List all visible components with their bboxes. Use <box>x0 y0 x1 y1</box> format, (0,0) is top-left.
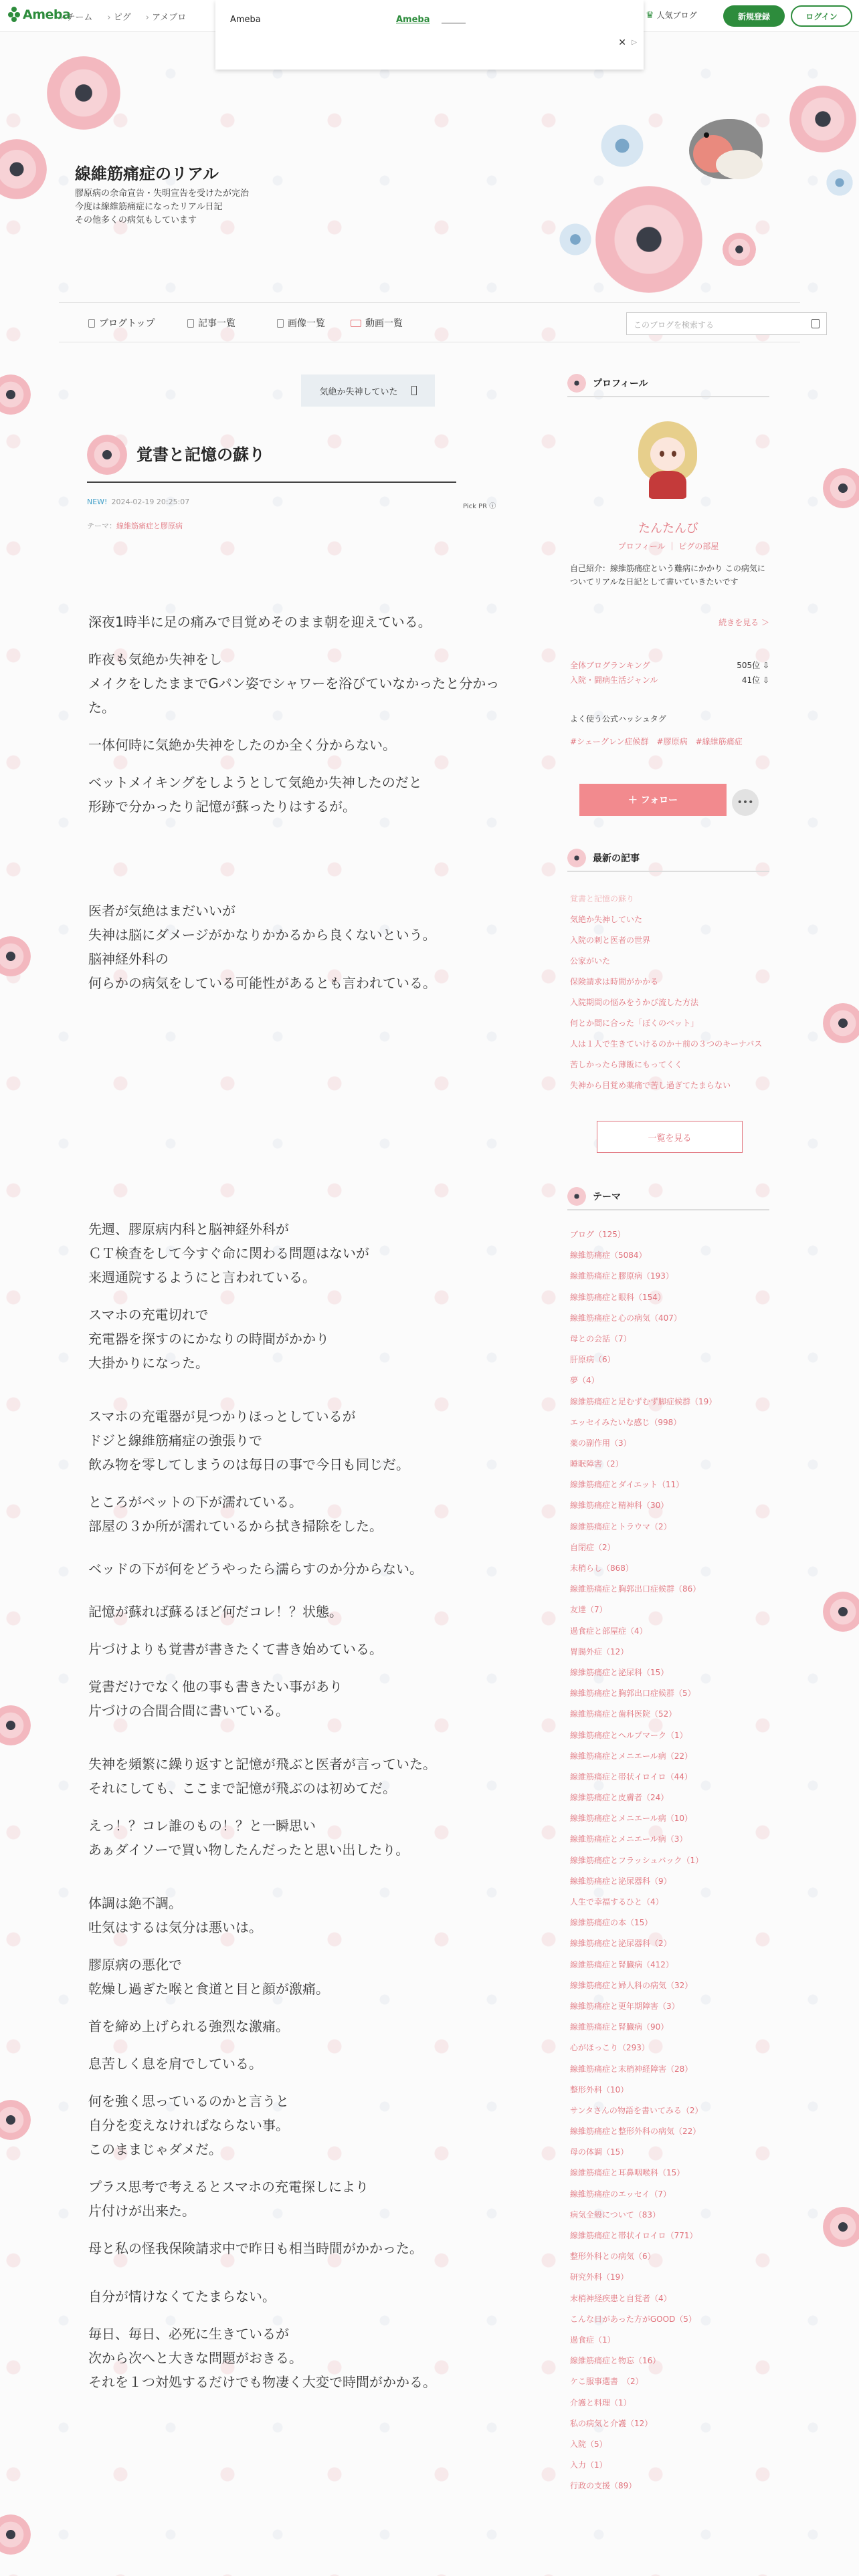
theme-link[interactable]: 胃腸外症（12） <box>570 1646 629 1656</box>
ranking-genre[interactable] <box>570 674 769 685</box>
avatar[interactable] <box>634 421 701 502</box>
ranking-overall[interactable] <box>570 659 769 671</box>
theme-link[interactable]: 線維筋痛症とフラッシュバック（1） <box>570 1855 704 1865</box>
theme-link[interactable]: 線維筋痛症と腎臓病（90） <box>570 2022 669 2032</box>
title-divider <box>87 481 456 483</box>
ranking-value: 41位 ⇩ <box>741 675 769 685</box>
theme-link[interactable]: ブログ（125） <box>570 1230 626 1239</box>
hashtag-link[interactable]: #線維筋痛症 <box>695 737 743 746</box>
paragraph: 深夜1時半に足の痛みで目覚めそのまま朝を迎えている。 <box>88 614 432 630</box>
theme-link[interactable]: 線維筋痛症と皮膚者（24） <box>570 1793 669 1803</box>
flower-icon <box>567 849 586 867</box>
global-nav <box>60 10 186 23</box>
recent-heading <box>567 845 769 872</box>
flower-icon <box>567 1187 586 1206</box>
theme-link[interactable]: 介護と料理（1） <box>570 2397 632 2407</box>
theme-link[interactable]: 線維筋痛症と歯科医院（52） <box>570 1709 677 1719</box>
theme-link[interactable]: 線維筋痛症と泌尿器科（9） <box>570 1876 672 1886</box>
theme-link[interactable]: 整形外科（10） <box>570 2084 629 2095</box>
nav-blog-top[interactable] <box>88 316 155 330</box>
article-body-part-2 <box>88 899 516 1008</box>
nav-article-list[interactable] <box>187 316 235 330</box>
paragraph: ベッドの下が何をどうやったら濡らすのか分からない。 <box>88 1561 423 1577</box>
theme-link[interactable]: 夢（4） <box>570 1376 599 1386</box>
previous-article-label: 気絶か失神していた <box>319 387 398 397</box>
crown-icon: ♛ <box>646 9 654 21</box>
theme-link[interactable]: 病気全般について（83） <box>570 2210 661 2220</box>
paragraph: ベットメイキングをしようとして気絶か失神したのだと 形跡で分かったり記憶が蘇ったりはするが。 <box>88 774 422 815</box>
hashtag-link[interactable]: #シェーグレン症候群 <box>570 737 649 746</box>
popular-blog-link[interactable] <box>646 9 697 21</box>
theme-link[interactable]: 線維筋痛症の本（15） <box>570 1918 653 1928</box>
flower-decoration <box>723 233 756 266</box>
blog-header <box>0 32 859 297</box>
theme-link[interactable]: 線維筋痛症（5084） <box>570 1251 647 1261</box>
theme-link[interactable]: 整形外科との病気（6） <box>570 2252 656 2262</box>
robin-illustration <box>676 106 776 186</box>
theme-link[interactable]: 線維筋痛症とメニエール病（22） <box>570 1751 693 1761</box>
nav-label: 画像一覧 <box>288 318 325 329</box>
previous-article-button[interactable] <box>301 374 435 407</box>
theme-link[interactable]: サンタさんの物語を書いてみる（2） <box>570 2105 703 2115</box>
theme-link[interactable]: 線維筋痛症と精神科（30） <box>570 1501 669 1511</box>
more-options-button[interactable]: ••• <box>732 789 759 816</box>
theme-link[interactable]: 線維筋痛症と整形外科の病気（22） <box>570 2127 701 2137</box>
theme-link[interactable]: 線維筋痛症と心の病気（407） <box>570 1313 682 1323</box>
theme-link[interactable]: 線維筋痛症と婦人科の病気（32） <box>570 1980 693 1990</box>
video-icon <box>351 320 361 327</box>
paragraph: 自分が情けなくてたまらない。 <box>88 2288 276 2304</box>
ameba-logo-icon <box>8 7 20 23</box>
recent-article-link[interactable]: 気絶か失神していた <box>570 915 643 924</box>
paragraph: えっ！？コレ誰のもの！？と一瞬思い あぁダイソーで買い物したんだったと思い出したり。 <box>88 1818 409 1858</box>
theme-link[interactable]: 線維筋痛症とトラウマ（2） <box>570 1521 672 1531</box>
theme-link[interactable]: 末梢らし（868） <box>570 1564 634 1573</box>
theme-link[interactable]: 線維筋痛症と胸郭出口症候群（5） <box>570 1689 696 1699</box>
ad-overlay <box>215 0 644 70</box>
paragraph: 首を締め上げられる強烈な激痛。 <box>88 2018 289 2034</box>
pick-pr-button[interactable] <box>463 500 496 510</box>
view-all-button[interactable]: 一覧を見る <box>597 1121 743 1153</box>
theme-link[interactable]: 行政の支援（89） <box>570 2481 637 2491</box>
theme-heading <box>567 1184 769 1210</box>
follow-button[interactable]: ＋ フォロー <box>579 784 727 816</box>
ranking-value: 505位 ⇩ <box>737 661 769 670</box>
ranking-label: 全体ブログランキング <box>570 661 650 670</box>
paragraph: 片づけよりも覚書が書きたくて書き始めている。 <box>88 1641 383 1657</box>
theme-link[interactable]: 過食症と部屋症（4） <box>570 1626 648 1636</box>
new-badge: NEW! <box>87 498 108 506</box>
ad-brand: Ameba <box>230 15 261 25</box>
flower-decoration <box>595 186 702 293</box>
theme-link[interactable]: 自閉症（2） <box>570 1542 615 1552</box>
flower-decoration <box>0 139 47 199</box>
article-date <box>87 498 189 506</box>
theme-link[interactable]: こんな日があった方がGOOD（5） <box>570 2314 696 2324</box>
paragraph: スマホの充電切れで 充電器を探すのにかなりの時間がかかり 大掛かりになった。 <box>88 1307 329 1371</box>
theme-link[interactable]: 線維筋痛症と足むずむず脚症候群（19） <box>570 1396 717 1406</box>
ranking-label: 入院・闘病生活ジャンル <box>570 675 658 685</box>
theme-link[interactable]: 私の病気と介護（12） <box>570 2418 653 2428</box>
theme-link[interactable]: 線維筋痛症と物忘（16） <box>570 2356 661 2366</box>
theme-link[interactable]: エッセイみたいな感じ（998） <box>570 1417 682 1427</box>
recent-articles-list <box>570 893 769 1101</box>
paragraph: 毎日、毎日、必死に生きているが 次から次へと大きな問題がおきる。 それを１つ対処するだけでも物凄く大変で時間がかかる。 <box>88 2326 436 2390</box>
paragraph: 何を強く思っているのかと言うと 自分を変えなければならない事。 このままじゃダメだ。 <box>88 2093 289 2157</box>
paragraph: 昨夜も気絶か失神をし メイクをしたままでGパン姿でシャワーを浴びていなかったと分かった。 <box>88 651 500 716</box>
theme-label: テーマ： <box>87 522 116 530</box>
profile-bio: 自己紹介：線維筋痛症という難病にかかり この病気についてリアルな日記として書いていきたいです <box>570 564 765 586</box>
profile-name[interactable]: たんたんび <box>638 522 698 536</box>
flower-decoration <box>823 1003 859 1043</box>
theme-link[interactable]: 線維筋痛症と胸郭出口症候群（86） <box>570 1584 701 1594</box>
profile-more-link[interactable]: 続きを見る ＞ <box>719 618 769 627</box>
flower-decoration <box>789 86 856 152</box>
theme-link[interactable]: 線維筋痛症と帯状イロイロ（771） <box>570 2231 698 2240</box>
popular-blog-label: 人気ブログ <box>656 11 697 20</box>
theme-link[interactable]: 線維筋痛症と膠原病 <box>116 522 183 530</box>
theme-link[interactable]: 線維筋痛症とダイエット（11） <box>570 1480 684 1490</box>
paragraph: 覚書だけでなく他の事も書きたい事があり 片づけの合間合間に書いている。 <box>88 1679 343 1719</box>
theme-link[interactable]: 睡眠障害（2） <box>570 1459 624 1469</box>
theme-link[interactable]: 過食症（1） <box>570 2335 615 2345</box>
flower-decoration <box>47 56 120 130</box>
global-nav-ameblo[interactable]: › アメブロ <box>146 10 187 23</box>
heading-label: テーマ <box>593 1192 621 1202</box>
hashtag-title: よく使う公式ハッシュタグ <box>570 714 666 724</box>
article-body-part-3 <box>88 1217 516 2407</box>
theme-link[interactable]: 線維筋痛症と更年期障害（3） <box>570 2001 680 2011</box>
blog-description: 膠原病の余命宣告・失明宣告を受けたが完治 今度は線維筋痛症になったリアル日記 その他多くの病気もしています <box>75 189 250 225</box>
recent-article-link[interactable]: 保険請求は時間がかかる <box>570 977 659 986</box>
theme-link[interactable]: 末梢神経疾患と自覚者（4） <box>570 2293 672 2303</box>
blog-title[interactable]: 線維筋痛症のリアル <box>75 165 219 183</box>
paragraph: 母と私の怪我保険請求中で昨日も相当時間がかかった。 <box>88 2240 423 2256</box>
document-icon <box>88 319 95 328</box>
list-icon <box>187 319 194 328</box>
theme-link[interactable]: 心がほっこり（293） <box>570 2043 650 2053</box>
nav-label: 動画一覧 <box>365 318 403 329</box>
login-button[interactable]: ログイン <box>791 5 852 27</box>
theme-link[interactable]: 線維筋痛症と腎臓病（412） <box>570 1959 674 1969</box>
nav-image-list[interactable] <box>277 316 325 330</box>
recent-article-link[interactable]: 人は１人で生きていけるのか＋前の３つのキーナバス <box>570 1039 763 1049</box>
nav-label: ブログトップ <box>99 318 155 329</box>
nav-video-list[interactable] <box>351 316 403 330</box>
recent-article-link[interactable]: 覚書と記憶の蘇り <box>570 894 635 903</box>
article-title[interactable]: 覚書と記憶の蘇り <box>136 445 265 464</box>
theme-link[interactable]: 母の体調（15） <box>570 2147 629 2157</box>
ad-link[interactable]: Ameba <box>396 15 430 25</box>
theme-link[interactable]: 線維筋痛症とメニエール病（3） <box>570 1834 688 1844</box>
theme-link[interactable]: 線維筋痛症と末梢神経障害（28） <box>570 2064 693 2074</box>
article-body-part-1 <box>88 610 516 832</box>
theme-list <box>570 1229 769 2501</box>
title-flower-icon <box>87 435 127 475</box>
theme-link[interactable]: 線維筋痛症とヘルプマーク（1） <box>570 1730 688 1740</box>
recent-article-link[interactable]: 入院の刺と医者の世界 <box>570 936 651 945</box>
theme-link[interactable]: 線維筋痛症と膠原病（193） <box>570 1271 674 1281</box>
theme-link[interactable]: 線維筋痛症と耳鼻咽喉科（15） <box>570 2168 685 2178</box>
article-theme <box>87 520 183 531</box>
image-icon <box>277 319 284 328</box>
flower-decoration <box>823 468 859 508</box>
bracket-icon <box>411 386 417 395</box>
register-button[interactable]: 新規登録 <box>723 5 785 27</box>
theme-link[interactable]: 線維筋痛症のエッセイ（7） <box>570 2189 672 2199</box>
flower-decoration <box>595 119 649 173</box>
close-icon[interactable]: ✕ <box>618 37 626 48</box>
paragraph: 記憶が蘇れば蘇るほど何だコレ！？状態。 <box>88 1604 343 1620</box>
paragraph: 一体何時に気絶か失神をしたのか全く分からない。 <box>88 737 396 753</box>
heading-label: プロフィール <box>593 379 648 389</box>
search-icon[interactable] <box>812 319 820 328</box>
theme-link[interactable]: 線維筋痛症と帯状イロイロ（44） <box>570 1772 692 1782</box>
recent-article-link[interactable]: 苦しかったら薄飯にもってくく <box>570 1060 683 1069</box>
paragraph: 医者が気絶はまだいいが 失神は脳にダメージがかなりかかるから良くないという。 脳神経外科の 何らかの病気をしている可能性があるとも言われている。 <box>88 903 436 991</box>
theme-link[interactable]: 研究外科（19） <box>570 2272 629 2282</box>
flower-decoration <box>823 166 856 199</box>
theme-link[interactable]: 母との会話（7） <box>570 1333 632 1344</box>
blog-search-input[interactable] <box>626 312 827 335</box>
global-nav-pigg[interactable]: › ピグ <box>107 10 130 23</box>
theme-link[interactable]: 薬の副作用（3） <box>570 1438 632 1448</box>
flower-decoration <box>0 2514 31 2555</box>
search-placeholder: このブログを検索する <box>634 320 714 330</box>
profile-links[interactable]: プロフィール ｜ ピグの部屋 <box>617 542 719 551</box>
paragraph: 体調は絶不調。 吐気はするは気分は悪いは。 <box>88 1895 262 1935</box>
flower-decoration <box>555 219 595 259</box>
theme-link[interactable]: 線維筋痛症と泌尿器科（2） <box>570 1939 672 1949</box>
hashtag-list <box>570 736 743 747</box>
global-nav-team[interactable]: › チーム <box>60 10 92 23</box>
theme-link[interactable]: 線維筋痛症と眼科（154） <box>570 1292 666 1302</box>
ameba-logo-text: Ameba <box>23 7 71 22</box>
hashtag-link[interactable]: #膠原病 <box>656 737 688 746</box>
theme-link[interactable]: 入院（5） <box>570 2439 607 2449</box>
theme-link[interactable]: ケこ服事選書 （2） <box>570 2377 644 2387</box>
flower-decoration <box>0 2100 31 2140</box>
theme-link[interactable]: 線維筋痛症と泌尿科（15） <box>570 1667 669 1677</box>
flower-decoration <box>823 2207 859 2247</box>
ad-info-icon[interactable]: ▷ <box>632 39 637 46</box>
profile-heading <box>567 370 769 397</box>
info-icon: ⓘ <box>489 503 496 510</box>
paragraph: スマホの充電器が見つかりほっとしているが ドジと線維筋痛症の強張りで 飲み物を零してしまうのは毎日の事で今日も同じだ。 <box>88 1408 409 1473</box>
theme-link[interactable]: 入力（1） <box>570 2460 607 2470</box>
paragraph: プラス思考で考えるとスマホの充電探しにより 片付けが出来た。 <box>88 2179 369 2219</box>
theme-link[interactable]: 友達（7） <box>570 1605 607 1615</box>
paragraph: 先週、膠原病内科と脳神経外科が ＣＴ検査をして今すぐ命に関わる問題はないが 来週通院するようにと言われている。 <box>88 1221 369 1285</box>
paragraph: 失神を頻繁に繰り返すと記憶が飛ぶと医者が言っていた。 それにしても、ここまで記憶が飛ぶのは初めてだ。 <box>88 1756 436 1796</box>
paragraph: 膠原病の悪化で 乾燥し過ぎた喉と食道と目と顔が激痛。 <box>88 1957 329 1997</box>
pick-label: Pick PR <box>463 503 488 510</box>
blog-nav <box>59 302 800 342</box>
flower-icon <box>567 374 586 393</box>
recent-article-link[interactable]: 何とか間に合った「ぼくのベット」 <box>570 1018 699 1028</box>
flower-decoration <box>0 374 31 415</box>
paragraph: 息苦しく息を肩でしている。 <box>88 2056 262 2072</box>
flower-decoration <box>823 1592 859 1632</box>
recent-article-link[interactable]: 入院期間の悩みをうかび流した方法 <box>570 998 699 1007</box>
theme-link[interactable]: 人生で幸福するひと（4） <box>570 1897 664 1907</box>
flower-decoration <box>0 936 31 976</box>
article-date-text: 2024-02-19 20:25:07 <box>111 498 190 506</box>
recent-article-link[interactable]: 公家がいた <box>570 956 611 966</box>
paragraph: ところがベットの下が濡れている。 部屋の３か所が濡れているから拭き掃除をした。 <box>88 1494 383 1534</box>
nav-label: 記事一覧 <box>198 318 235 329</box>
flower-decoration <box>0 1705 31 1745</box>
theme-link[interactable]: 肝原病（6） <box>570 1355 615 1365</box>
theme-link[interactable]: 線維筋痛症とメニエール病（10） <box>570 1814 693 1824</box>
heading-label: 最新の記事 <box>593 853 640 864</box>
recent-article-link[interactable]: 失神から目覚め薬痛で苦し過ぎてたまらない <box>570 1081 731 1090</box>
